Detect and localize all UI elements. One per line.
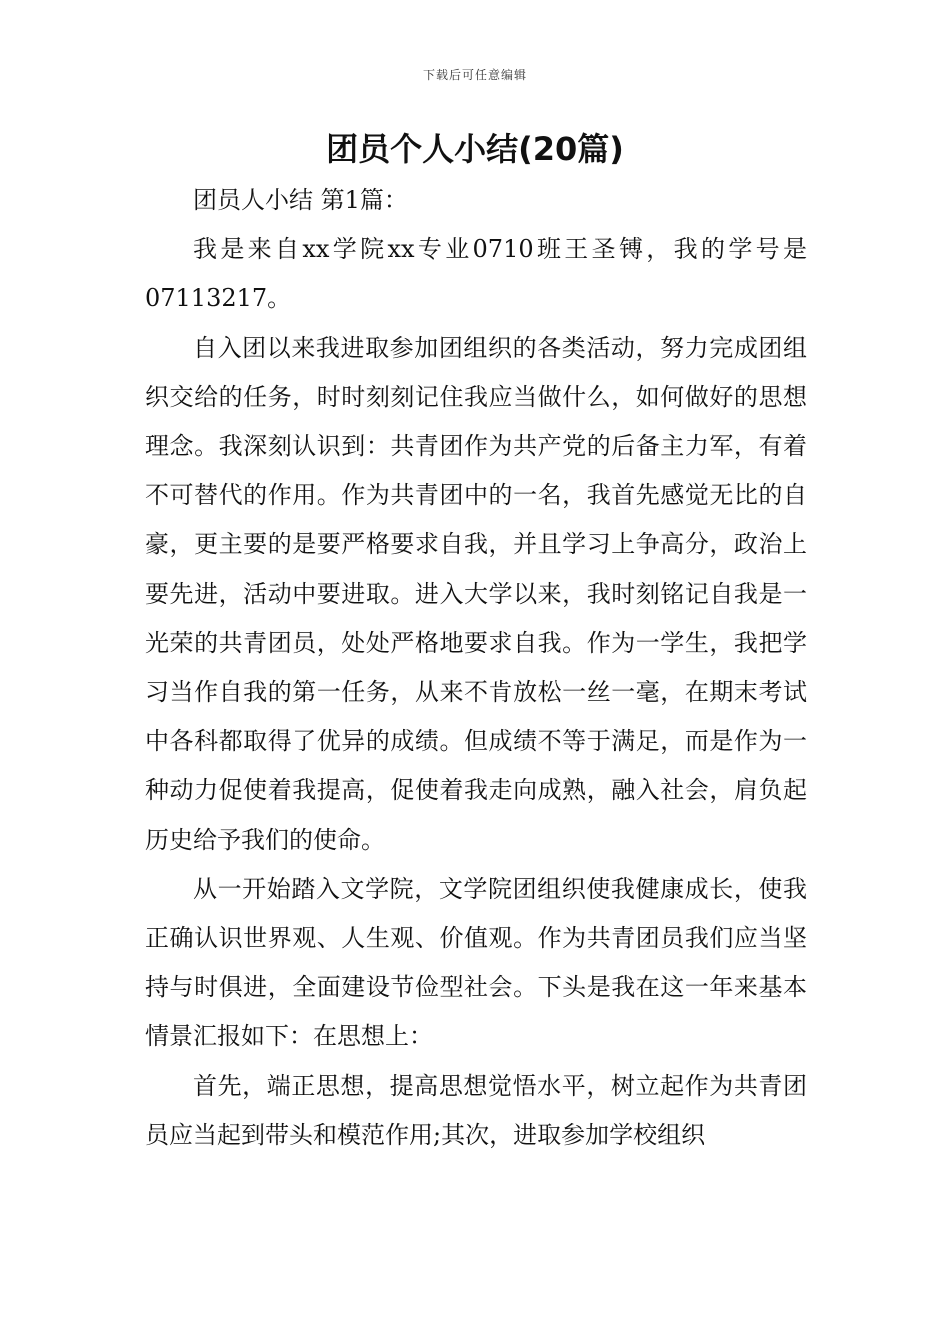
paragraph-1: 我是来自xx学院xx专业0710班王圣镈，我的学号是07113217。 [145,235,807,313]
paragraph-2: 自入团以来我进取参加团组织的各类活动，努力完成团组织交给的任务，时时刻刻记住我应当做什么，如何做好的思想理念。我深刻认识到：共青团作为共产党的后备主力军，有着不可替代的作用。作为共青团中的一名，我首先感觉无比的自豪，更主要的是要严格要求自我，并且学习上争高分，政治上要先进，活动中要进取。进入大学以来，我时刻铭记自我是一光荣的共青团员，处处严格地要求自我。作为一学生，我把学习当作自我的第一任务，从来不肯放松一丝一毫，在期末考试中各科都取得了优异的成绩。但成绩不等于满足，而是作为一种动力促使着我提高，促使着我走向成熟，融入社会，肩负起历史给予我们的使命。 [145,333,807,854]
paragraph-4: 首先，端正思想，提高思想觉悟水平，树立起作为共青团员应当起到带头和模范作用;其次，进取参加学校组织 [145,1071,807,1149]
header-note: 下载后可任意编辑 [422,68,527,82]
section-heading: 团员人小结 第1篇： [193,186,408,214]
document-title: 团员个人小结(20篇) [326,130,624,168]
paragraph-3: 从一开始踏入文学院，文学院团组织使我健康成长，使我正确认识世界观、人生观、价值观。作为共青团员我们应当坚持与时俱进，全面建设节俭型社会。下头是我在这一年来基本情景汇报如下：在思想上： [145,874,807,1051]
document-body [145,176,807,1160]
